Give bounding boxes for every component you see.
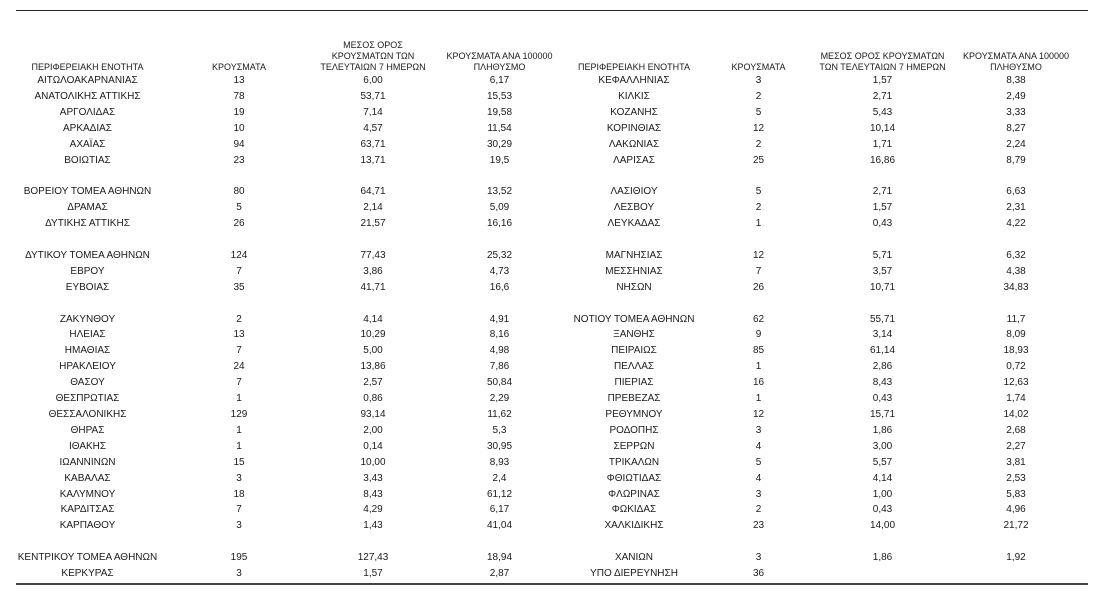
header-per100k: ΚΡΟΥΣΜΑΤΑ ΑΝΑ 100000 ΠΛΗΘΥΣΜΟ: [446, 51, 553, 72]
region-name: ΖΑΚΥΝΘΟΥ: [59, 313, 116, 325]
avg7-value: 13,71: [360, 154, 386, 166]
region-name: ΚΑΒΑΛΑΣ: [64, 472, 111, 484]
region-name: ΑΧΑΪΑΣ: [69, 138, 106, 150]
region-name: ΜΕΣΣΗΝΙΑΣ: [605, 265, 663, 277]
avg7-value: 3,00: [872, 440, 893, 452]
per100k-value: 4,91: [489, 313, 510, 325]
avg7-value: 93,14: [360, 408, 386, 420]
table-row: [14, 407, 1086, 423]
cases-value: 7: [236, 504, 242, 516]
region-name: ΛΑΡΙΣΑΣ: [613, 154, 655, 166]
cases-value: 24: [233, 361, 245, 373]
cases-value: 3: [236, 472, 242, 484]
region-name: ΒΟΙΩΤΙΑΣ: [64, 154, 111, 166]
cases-value: 3: [236, 568, 242, 580]
per100k-value: 2,4: [492, 472, 507, 484]
cases-value: 1: [236, 393, 242, 405]
spacer-cell: [14, 296, 1086, 312]
avg7-value: 4,14: [872, 472, 893, 484]
region-name: ΔΡΑΜΑΣ: [67, 202, 108, 214]
avg7-value: 4,57: [363, 122, 383, 134]
table-body: [14, 73, 1086, 582]
per100k-value: 2,24: [1006, 138, 1026, 150]
avg7-value: 0,43: [872, 218, 893, 230]
region-name: ΕΥΒΟΙΑΣ: [65, 281, 110, 293]
per100k-value: 8,09: [1006, 329, 1026, 341]
spacer-row: [14, 168, 1086, 184]
regional-cases-table: [14, 30, 1086, 582]
table-row: [14, 423, 1086, 439]
per100k-value: 19,5: [489, 154, 510, 166]
avg7-value: 5,71: [872, 249, 893, 261]
table-row: [14, 121, 1086, 137]
cases-value: 1: [236, 424, 242, 436]
per100k-value: 2,87: [489, 568, 510, 580]
per100k-value: 50,84: [486, 377, 513, 389]
table-row: [14, 502, 1086, 518]
avg7-value: 2,71: [872, 90, 893, 102]
region-name: ΝΟΤΙΟΥ ΤΟΜΕΑ ΑΘΗΝΩΝ: [573, 313, 695, 325]
per100k-value: 2,49: [1006, 90, 1026, 102]
cases-value: 1: [755, 361, 762, 373]
region-name: ΠΙΕΡΙΑΣ: [614, 377, 654, 389]
avg7-value: 5,57: [872, 456, 893, 468]
per100k-value: 5,83: [1006, 488, 1026, 500]
region-name: ΝΗΣΩΝ: [616, 281, 652, 293]
cases-value: 2: [755, 90, 762, 102]
avg7-value: 1,57: [872, 75, 893, 86]
cases-value: 94: [233, 138, 245, 150]
avg7-value: 5,00: [363, 345, 383, 357]
cases-value: 2: [755, 138, 762, 150]
avg7-value: 2,00: [363, 424, 383, 436]
cases-value: 25: [752, 154, 765, 166]
cases-value: 7: [236, 265, 242, 277]
cases-value: 5: [755, 186, 762, 198]
region-name: ΗΛΕΙΑΣ: [69, 329, 106, 341]
table-row: [14, 327, 1086, 343]
region-name: ΚΙΛΚΙΣ: [618, 90, 650, 102]
spacer-row: [14, 534, 1086, 550]
top-rule: [16, 10, 1088, 11]
table-row: [14, 137, 1086, 153]
per100k-value: 8,38: [1006, 75, 1026, 86]
per100k-value: 13,52: [486, 186, 513, 198]
cases-value: 13: [233, 75, 245, 86]
region-name: ΚΕΝΤΡΙΚΟΥ ΤΟΜΕΑ ΑΘΗΝΩΝ: [17, 552, 158, 564]
per100k-value: 14,02: [1003, 408, 1029, 420]
region-name: ΗΜΑΘΙΑΣ: [64, 345, 111, 357]
avg7-value: 3,43: [363, 472, 383, 484]
cases-value: 5: [755, 456, 762, 468]
per100k-value: 6,17: [489, 504, 510, 516]
table-row: [14, 153, 1086, 169]
table-row: [14, 105, 1086, 121]
region-name: ΦΩΚΙΔΑΣ: [611, 504, 657, 516]
header-per100k: ΚΡΟΥΣΜΑΤΑ ΑΝΑ 100000 ΠΛΗΘΥΣΜΟ: [963, 51, 1069, 72]
spacer-row: [14, 296, 1086, 312]
region-name: ΚΕΦΑΛΛΗΝΙΑΣ: [598, 75, 670, 86]
region-name: ΜΑΓΝΗΣΙΑΣ: [605, 249, 663, 261]
per100k-value: 4,22: [1006, 218, 1026, 230]
cases-value: 23: [752, 520, 765, 532]
cases-value: 1: [755, 393, 762, 405]
avg7-value: 64,71: [360, 186, 386, 198]
per100k-value: 7,86: [489, 361, 510, 373]
per100k-value: 4,96: [1006, 504, 1026, 516]
avg7-value: 8,43: [872, 377, 893, 389]
per100k-value: 3,33: [1006, 106, 1026, 118]
region-name: ΔΥΤΙΚΟΥ ΤΟΜΕΑ ΑΘΗΝΩΝ: [25, 249, 150, 261]
cases-value: 5: [236, 202, 242, 214]
cases-value: 3: [755, 424, 762, 436]
avg7-value: 10,14: [869, 122, 896, 134]
avg7-value: 1,43: [363, 520, 383, 532]
region-name: ΘΕΣΠΡΩΤΙΑΣ: [55, 393, 120, 405]
avg7-value: 2,86: [872, 361, 893, 373]
table-row: [14, 439, 1086, 455]
spacer-cell: [14, 232, 1086, 248]
region-name: ΘΗΡΑΣ: [70, 424, 105, 436]
per100k-value: 30,95: [486, 440, 513, 452]
region-name: ΚΑΛΥΜΝΟΥ: [59, 488, 116, 500]
cases-value: 1: [755, 218, 762, 230]
avg7-value: 1,57: [363, 568, 383, 580]
avg7-value: 5,43: [872, 106, 893, 118]
per100k-value: 2,31: [1006, 202, 1026, 214]
header-region: ΠΕΡΙΦΕΡΕΙΑΚΗ ΕΝΟΤΗΤΑ: [31, 62, 144, 72]
avg7-value: [819, 566, 946, 582]
cases-value: 85: [752, 345, 765, 357]
avg7-value: 0,14: [363, 440, 383, 452]
header-cases: ΚΡΟΥΣΜΑΤΑ: [731, 62, 786, 72]
table-row: [14, 455, 1086, 471]
region-name: ΡΟΔΟΠΗΣ: [609, 424, 659, 436]
per100k-value: 2,53: [1006, 472, 1026, 484]
header-avg7: ΜΕΣΟΣ ΟΡΟΣ ΚΡΟΥΣΜΑΤΩΝ ΤΩΝ ΤΕΛΕΥΤΑΙΩΝ 7 ΗΜΕΡΩΝ: [320, 40, 426, 72]
region-name: ΙΩΑΝΝΙΝΩΝ: [59, 456, 116, 468]
avg7-value: 3,57: [872, 265, 893, 277]
per100k-value: 5,3: [492, 424, 507, 436]
per100k-value: 34,83: [1003, 281, 1029, 293]
avg7-value: 10,00: [360, 456, 386, 468]
spacer-cell: [14, 534, 1086, 550]
region-name: ΧΑΝΙΩΝ: [614, 552, 654, 564]
avg7-value: 13,86: [360, 361, 386, 373]
region-name: ΘΑΣΟΥ: [70, 377, 105, 389]
avg7-value: 7,14: [363, 106, 383, 118]
region-name: ΚΑΡΠΑΘΟΥ: [59, 520, 116, 532]
table-row: [14, 359, 1086, 375]
cases-value: 26: [233, 218, 245, 230]
avg7-value: 1,57: [872, 202, 893, 214]
avg7-value: 2,71: [872, 186, 893, 198]
cases-value: 4: [755, 472, 762, 484]
cases-value: 26: [752, 281, 765, 293]
table-row: [14, 264, 1086, 280]
table-row: [14, 216, 1086, 232]
table-header: [14, 30, 1086, 73]
avg7-value: 1,71: [872, 138, 893, 150]
cases-value: 1: [236, 440, 242, 452]
region-name: ΤΡΙΚΑΛΩΝ: [608, 456, 660, 468]
cases-value: 15: [233, 456, 245, 468]
table-row: [14, 312, 1086, 328]
region-name: ΚΕΡΚΥΡΑΣ: [61, 568, 114, 580]
cases-value: 7: [755, 265, 762, 277]
per100k-value: 1,92: [1006, 552, 1026, 564]
cases-value: 12: [752, 408, 765, 420]
avg7-value: 55,71: [869, 313, 896, 325]
per100k-value: 18,94: [486, 552, 513, 564]
avg7-value: 53,71: [360, 90, 386, 102]
region-name: ΑΡΚΑΔΙΑΣ: [63, 122, 112, 134]
table-row: [14, 550, 1086, 566]
table-row: [14, 375, 1086, 391]
avg7-value: 0,86: [363, 393, 383, 405]
per100k-value: 1,74: [1006, 393, 1026, 405]
cases-value: 2: [236, 313, 242, 325]
avg7-value: 4,14: [363, 313, 383, 325]
cases-value: 9: [755, 329, 762, 341]
cases-value: 36: [752, 568, 765, 580]
per100k-value: 25,32: [486, 249, 513, 261]
region-name: ΦΘΙΩΤΙΔΑΣ: [606, 472, 662, 484]
cases-value: 12: [752, 122, 765, 134]
cases-value: 13: [233, 329, 245, 341]
cases-value: 2: [755, 202, 762, 214]
cases-value: 5: [755, 106, 762, 118]
cases-value: 62: [752, 313, 765, 325]
region-name: ΑΝΑΤΟΛΙΚΗΣ ΑΤΤΙΚΗΣ: [34, 90, 141, 102]
region-name: ΛΑΚΩΝΙΑΣ: [608, 138, 660, 150]
per100k-value: 8,16: [489, 329, 510, 341]
region-name: ΒΟΡΕΙΟΥ ΤΟΜΕΑ ΑΘΗΝΩΝ: [23, 186, 152, 198]
region-name: ΠΕΙΡΑΙΩΣ: [611, 345, 657, 357]
header-region: ΠΕΡΙΦΕΡΕΙΑΚΗ ΕΝΟΤΗΤΑ: [577, 62, 691, 72]
avg7-value: 3,86: [363, 265, 383, 277]
avg7-value: 1,86: [872, 424, 893, 436]
cases-value: 7: [236, 345, 242, 357]
bottom-rule: [16, 583, 1088, 585]
per100k-value: 61,12: [486, 488, 513, 500]
per100k-value: 21,72: [1003, 520, 1029, 532]
per100k-value: 2,29: [489, 393, 510, 405]
per100k-value: 6,32: [1006, 249, 1026, 261]
region-name: ΕΒΡΟΥ: [70, 265, 105, 277]
region-name: ΚΑΡΔΙΤΣΑΣ: [60, 504, 115, 516]
region-name: ΧΑΛΚΙΔΙΚΗΣ: [604, 520, 664, 532]
region-name: ΣΕΡΡΩΝ: [613, 440, 655, 452]
spacer-row: [14, 232, 1086, 248]
per100k-value: 11,7: [1006, 313, 1026, 325]
region-name: ΦΛΩΡΙΝΑΣ: [608, 488, 660, 500]
avg7-value: 0,43: [872, 504, 893, 516]
avg7-value: 10,71: [869, 281, 896, 293]
table-row: [14, 200, 1086, 216]
cases-value: 80: [233, 186, 245, 198]
per100k-value: 8,79: [1006, 154, 1026, 166]
avg7-value: 41,71: [360, 281, 386, 293]
header-cases: ΚΡΟΥΣΜΑΤΑ: [212, 62, 266, 72]
region-name: ΑΙΤΩΛΟΑΚΑΡΝΑΝΙΑΣ: [37, 75, 138, 86]
cases-value: 3: [236, 520, 242, 532]
per100k-value: 0,72: [1006, 361, 1026, 373]
per100k-value: 18,93: [1003, 345, 1029, 357]
per100k-value: 16,16: [486, 218, 513, 230]
avg7-value: 3,14: [872, 329, 893, 341]
table-row: [14, 343, 1086, 359]
table-row: [14, 280, 1086, 296]
per100k-value: 8,27: [1006, 122, 1026, 134]
table-row: [14, 391, 1086, 407]
avg7-value: 1,00: [872, 488, 893, 500]
avg7-value: 2,57: [363, 377, 383, 389]
region-name: ΚΟΡΙΝΘΙΑΣ: [606, 122, 662, 134]
cases-value: 129: [230, 408, 248, 420]
per100k-value: 11,54: [487, 122, 512, 134]
region-name: ΥΠΟ ΔΙΕΡΕΥΝΗΣΗ: [590, 568, 678, 580]
per100k-value: 4,38: [1006, 265, 1026, 277]
table-row: [14, 566, 1086, 582]
per100k-value: 19,58: [486, 106, 513, 118]
per100k-value: 41,04: [486, 520, 513, 532]
avg7-value: 63,71: [360, 138, 386, 150]
table-row: [14, 471, 1086, 487]
per100k-value: 15,53: [486, 90, 513, 102]
region-name: ΠΡΕΒΕΖΑΣ: [607, 393, 661, 405]
cases-value: 3: [755, 488, 762, 500]
cases-value: 2: [755, 504, 762, 516]
per100k-value: [946, 566, 1086, 582]
per100k-value: 4,73: [489, 265, 510, 277]
cases-value: 35: [233, 281, 245, 293]
avg7-value: 127,43: [357, 552, 389, 564]
avg7-value: 6,00: [363, 75, 383, 86]
per100k-value: 6,17: [489, 75, 510, 86]
avg7-value: 21,57: [360, 218, 386, 230]
region-name: ΡΕΘΥΜΝΟΥ: [605, 408, 663, 420]
per100k-value: 8,93: [489, 456, 510, 468]
cases-value: 3: [755, 552, 762, 564]
per100k-value: 30,29: [486, 138, 513, 150]
per100k-value: 2,68: [1006, 424, 1026, 436]
cases-value: 4: [755, 440, 762, 452]
cases-value: 195: [230, 552, 248, 564]
spacer-cell: [14, 168, 1086, 184]
avg7-value: 16,86: [869, 154, 896, 166]
header-avg7: ΜΕΣΟΣ ΟΡΟΣ ΚΡΟΥΣΜΑΤΩΝ ΤΩΝ ΤΕΛΕΥΤΑΙΩΝ 7 ΗΜΕΡΩΝ: [819, 51, 946, 72]
cases-value: 124: [230, 249, 248, 261]
per100k-value: 6,63: [1006, 186, 1026, 198]
avg7-value: 2,14: [363, 202, 383, 214]
per100k-value: 11,62: [487, 408, 512, 420]
cases-value: 19: [233, 106, 245, 118]
cases-value: 10: [233, 122, 245, 134]
cases-value: 78: [233, 90, 245, 102]
cases-value: 16: [752, 377, 765, 389]
cases-value: 23: [233, 154, 245, 166]
region-name: ΞΑΝΘΗΣ: [613, 329, 655, 341]
per100k-value: 16,6: [489, 281, 510, 293]
region-name: ΛΕΥΚΑΔΑΣ: [607, 218, 661, 230]
avg7-value: 10,29: [360, 329, 386, 341]
region-name: ΛΕΣΒΟΥ: [613, 202, 655, 214]
table-row: [14, 184, 1086, 200]
region-name: ΚΟΖΑΝΗΣ: [610, 106, 658, 118]
table-row: [14, 73, 1086, 89]
avg7-value: 77,43: [360, 249, 386, 261]
region-name: ΗΡΑΚΛΕΙΟΥ: [59, 361, 116, 373]
per100k-value: 12,63: [1003, 377, 1029, 389]
table-row: [14, 89, 1086, 105]
region-name: ΑΡΓΟΛΙΔΑΣ: [59, 106, 116, 118]
avg7-value: 1,86: [872, 552, 893, 564]
per100k-value: 5,09: [489, 202, 510, 214]
per100k-value: 3,81: [1006, 456, 1026, 468]
cases-value: 12: [752, 249, 765, 261]
avg7-value: 61,14: [869, 345, 896, 357]
avg7-value: 4,29: [363, 504, 383, 516]
avg7-value: 15,71: [869, 408, 896, 420]
region-name: ΔΥΤΙΚΗΣ ΑΤΤΙΚΗΣ: [45, 218, 130, 230]
avg7-value: 14,00: [869, 520, 896, 532]
table-row: [14, 487, 1086, 503]
avg7-value: 0,43: [872, 393, 893, 405]
per100k-value: 4,98: [489, 345, 510, 357]
table-row: [14, 248, 1086, 264]
cases-value: 3: [755, 75, 762, 86]
region-name: ΠΕΛΛΑΣ: [613, 361, 655, 373]
cases-value: 18: [233, 488, 245, 500]
region-name: ΘΕΣΣΑΛΟΝΙΚΗΣ: [48, 408, 127, 420]
per100k-value: 2,27: [1006, 440, 1026, 452]
region-name: ΛΑΣΙΘΙΟΥ: [610, 186, 658, 198]
table-row: [14, 518, 1086, 534]
cases-value: 7: [236, 377, 242, 389]
region-name: ΙΘΑΚΗΣ: [68, 440, 107, 452]
avg7-value: 8,43: [363, 488, 383, 500]
